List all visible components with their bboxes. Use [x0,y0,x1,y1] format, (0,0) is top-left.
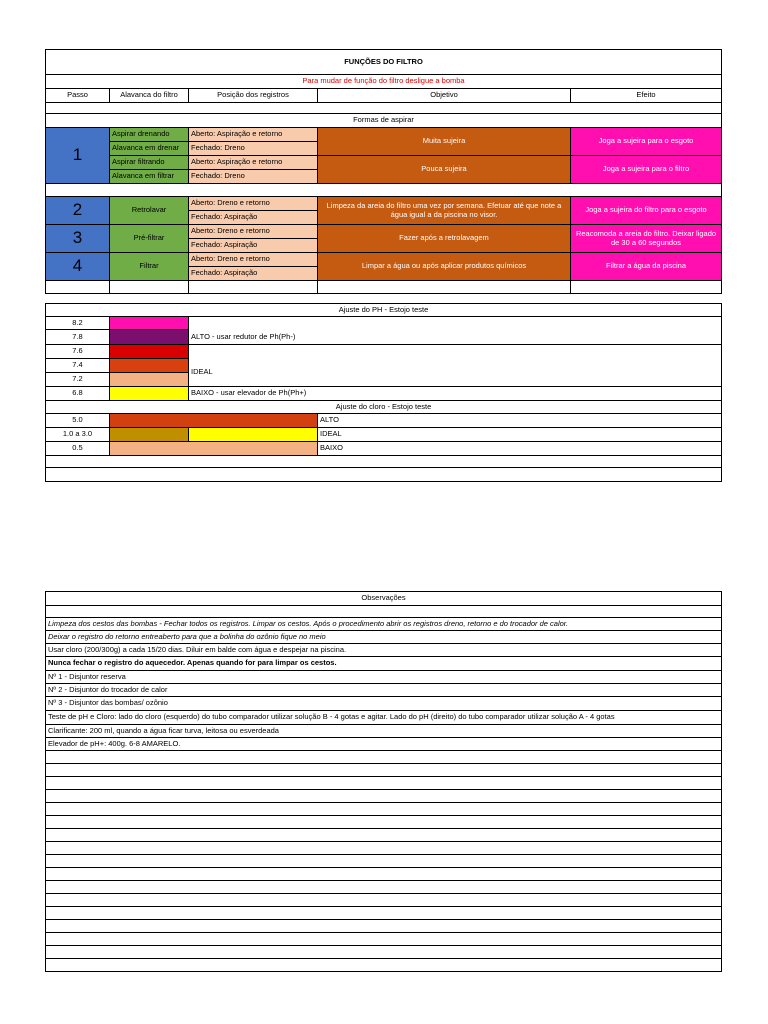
spacer-cell [571,281,722,294]
ph-swatch [110,359,189,373]
step-2-position-1: Aberto: Dreno e retorno [189,197,318,211]
empty-row [46,468,722,482]
header-posicao: Posição dos registros [189,89,318,103]
ph-value: 7.6 [46,345,110,359]
chlorine-swatch [110,442,318,456]
step-1-position-3: Aberto: Aspiração e retorno [189,156,318,170]
step-1-number: 1 [46,128,110,184]
step-4-objective: Limpar a água ou após aplicar produtos químicos [318,253,571,281]
observation-line: Elevador de pH+: 400g. 6-8 AMARELO. [46,738,722,751]
step-3-lever: Pré-filtrar [110,225,189,253]
chlorine-label: BAIXO [318,442,722,456]
ph-value: 7.2 [46,373,110,387]
chlorine-value: 0.5 [46,442,110,456]
empty-row [46,933,722,946]
step-1-objective-1: Muita sujeira [318,128,571,156]
step-4-position-2: Fechado: Aspiração [189,267,318,281]
step-2-position-2: Fechado: Aspiração [189,211,318,225]
ph-chlorine-table [45,303,722,482]
ph-value: 7.4 [46,359,110,373]
step-3-position-2: Fechado: Aspiração [189,239,318,253]
step-3-number: 3 [46,225,110,253]
step-1-effect-2: Joga a sujeira para o filtro [571,156,722,184]
observation-line: Limpeza dos cestos das bombas - Fechar todos os registros. Limpar os cestos. Após o procedimento abrir os registros dreno, retorno e do trocador de calor. [46,618,722,631]
observations-table [45,591,722,972]
formas-aspirar: Formas de aspirar [46,114,722,128]
ph-note-high: ALTO - usar redutor de Ph(Ph-) [189,330,722,345]
chlorine-label: ALTO [318,414,722,428]
spacer-cell [318,281,571,294]
ph-swatch [110,317,189,330]
observation-line: Deixar o registro do retorno entreaberto para que a bolinha do ozônio fique no meio [46,631,722,644]
empty-row [46,907,722,920]
observation-line: Nº 2 - Disjuntor do trocador de calor [46,684,722,697]
spacer-cell [189,281,318,294]
empty-row [46,606,722,618]
chlorine-swatch [110,428,189,442]
ph-value: 8.2 [46,317,110,330]
ph-value: 7.8 [46,330,110,345]
chlorine-swatch [189,428,318,442]
empty-row [46,764,722,777]
ph-swatch [110,330,189,345]
spacer-cell [46,281,110,294]
chlorine-swatch [110,414,318,428]
chlorine-label: IDEAL [318,428,722,442]
empty-row [46,959,722,972]
step-1-effect-1: Joga a sujeira para o esgoto [571,128,722,156]
step-1-position-2: Fechado: Dreno [189,142,318,156]
step-2-number: 2 [46,197,110,225]
empty-row [46,842,722,855]
empty-row [46,920,722,933]
ph-swatch [110,387,189,401]
step-3-objective: Fazer após a retrolavagem [318,225,571,253]
observation-line: Teste de pH e Cloro: lado do cloro (esquerdo) do tubo comparador utilizar solução B - 4 gotas e agitar. Lado do pH (direito) do tubo comparador utilizar solução A - 4 gotas [46,711,722,725]
empty-row [46,816,722,829]
observations-title: Observações [46,592,722,606]
step-4-number: 4 [46,253,110,281]
header-passo: Passo [46,89,110,103]
ph-note-low: BAIXO - usar elevador de Ph(Ph+) [189,387,722,401]
empty-row [46,751,722,764]
chlorine-title: Ajuste do cloro - Estojo teste [46,401,722,414]
step-1-position-1: Aberto: Aspiração e retorno [189,128,318,142]
step-2-effect: Joga a sujeira do filtro para o esgoto [571,197,722,225]
step-1-position-4: Fechado: Dreno [189,170,318,184]
chlorine-value: 5.0 [46,414,110,428]
step-1-objective-2: Pouca sujeira [318,156,571,184]
step-4-position-1: Aberto: Dreno e retorno [189,253,318,267]
header-objetivo: Objetivo [318,89,571,103]
observation-line: Clarificante: 200 ml, quando a água ficar turva, leitosa ou esverdeada [46,725,722,738]
ph-swatch [110,373,189,387]
step-2-objective: Limpeza da areia do filtro uma vez por semana. Efetuar até que note a água igual a da piscina no visor. [318,197,571,225]
empty-row [46,881,722,894]
filter-title: FUNÇÕES DO FILTRO [46,50,722,75]
header-alavanca: Alavanca do filtro [110,89,189,103]
step-1-lever-2: Alavanca em drenar [110,142,189,156]
observation-line: Nº 3 - Disjuntor das bombas/ ozônio [46,697,722,711]
empty-row [46,829,722,842]
spacer-row [46,184,722,197]
chlorine-value: 1.0 a 3.0 [46,428,110,442]
step-3-effect: Reacomoda a areia do filtro. Deixar ligado de 30 a 60 segundos [571,225,722,253]
observation-line: Usar cloro (200/300g) a cada 15/20 dias. Diluir em balde com água e despejar na piscina. [46,644,722,657]
spacer-row [46,103,722,114]
empty-row [46,855,722,868]
empty-row [46,777,722,790]
filter-functions-table [45,49,722,294]
step-1-lever-4: Alavanca em filtrar [110,170,189,184]
ph-title: Ajuste do PH - Estojo teste [46,304,722,317]
ph-note-ideal: IDEAL [189,359,722,387]
ph-value: 6.8 [46,387,110,401]
step-4-lever: Filtrar [110,253,189,281]
empty-row [46,946,722,959]
step-1-lever-3: Aspirar filtrando [110,156,189,170]
empty-row [46,803,722,816]
ph-swatch [110,345,189,359]
ph-note-empty [189,317,722,330]
step-3-position-1: Aberto: Dreno e retorno [189,225,318,239]
filter-warning: Para mudar de função do filtro desligue a bomba [46,75,722,89]
spacer-cell [110,281,189,294]
empty-row [46,894,722,907]
step-1-lever-1: Aspirar drenando [110,128,189,142]
header-efeito: Efeito [571,89,722,103]
step-2-lever: Retrolavar [110,197,189,225]
empty-row [46,868,722,881]
empty-row [46,456,722,468]
observation-line: Nº 1 - Disjuntor reserva [46,671,722,684]
ph-note-empty [189,345,722,359]
empty-row [46,790,722,803]
observation-line: Nunca fechar o registro do aquecedor. Apenas quando for para limpar os cestos. [46,657,722,671]
step-4-effect: Filtrar a água da piscina [571,253,722,281]
